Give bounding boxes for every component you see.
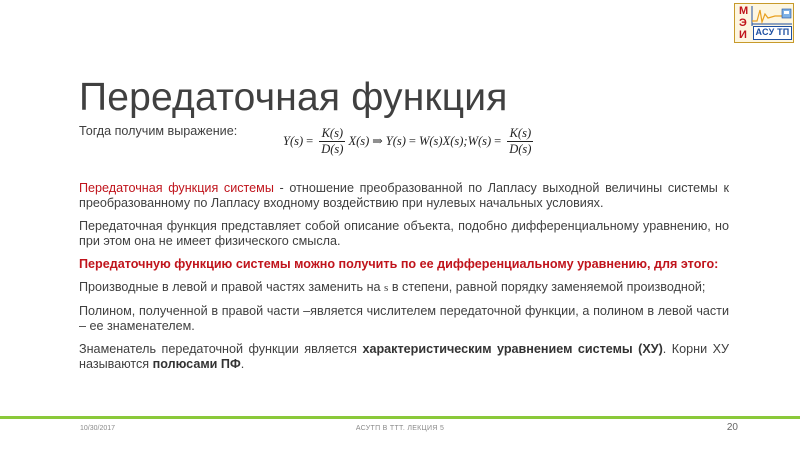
definition-text: - отношение преобразованной по Лапласу выходной величины системы к преобразованному по Лапласу входному воздействию при нулевых начальных условиях. xyxy=(79,181,729,210)
formula-y: Y(s) xyxy=(283,133,304,148)
footer-lecture-title: АСУТП В ТТТ. ЛЕКЦИЯ 5 xyxy=(355,425,445,432)
ce-poles-term: полюсами ПФ xyxy=(152,357,241,371)
definition-paragraph xyxy=(79,181,729,211)
formula-row xyxy=(79,124,729,164)
mei-asu-tp-logo xyxy=(734,3,794,43)
intro-text: Тогда получим выражение: xyxy=(79,124,238,138)
formula-numerator: K(s) xyxy=(321,125,344,140)
footer-date: 10/30/2017 xyxy=(80,425,116,432)
formula-implies-arrow: ⇒ xyxy=(372,133,383,148)
characteristic-equation-paragraph xyxy=(79,342,729,372)
formula-w: W(s) xyxy=(467,133,492,148)
logo-letter-m: М xyxy=(739,5,749,17)
formula-equals-2: = xyxy=(408,133,416,148)
formula-y2: Y(s) xyxy=(385,133,406,148)
formula-wx: W(s)X(s); xyxy=(418,133,468,148)
logo-letter-i: И xyxy=(739,29,747,41)
ce-bold-term: характеристическим уравнением системы (ХУ) xyxy=(362,342,663,356)
transfer-function-formula xyxy=(283,121,536,161)
ce-before: Знаменатель передаточной функции является xyxy=(79,342,363,356)
formula-equals: = xyxy=(306,133,314,148)
ce-end: . xyxy=(240,357,245,371)
logo-letter-e: Э xyxy=(739,17,747,29)
step1-after: в степени, равной порядку заменяемой производной; xyxy=(388,280,706,294)
formula-denominator: D(s) xyxy=(321,141,344,156)
ce-mid: . Корни ХУ называются xyxy=(79,342,729,371)
description-paragraph: Передаточная функция представляет собой описание объекта, подобно дифференциальному уравнению, но при этом она не имеет физического смысла. xyxy=(79,219,729,248)
step1-s-symbol: s xyxy=(384,282,389,294)
logo-asu-tp-tag: АСУ ТП xyxy=(753,26,792,40)
definition-term: Передаточная функция системы xyxy=(79,181,274,195)
formula-x: X(s) xyxy=(348,133,370,148)
step1-before: Производные в левой и правой частях заменить на xyxy=(79,280,385,294)
footer-accent-line xyxy=(0,416,800,419)
formula-equals-3: = xyxy=(494,133,502,148)
step-derivatives-paragraph xyxy=(79,280,729,296)
formula-numerator-2: K(s) xyxy=(509,125,532,140)
formula-fraction-2 xyxy=(507,126,533,157)
slide-title: Передаточная функция xyxy=(79,76,508,119)
slide-number: 20 xyxy=(726,422,738,433)
formula-denominator-2: D(s) xyxy=(509,141,532,156)
how-to-obtain-paragraph: Передаточную функцию системы можно получить по ее дифференциальному уравнению, для этого: xyxy=(79,257,719,271)
step-polynomial-paragraph: Полином, полученной в правой части –является числителем передаточной функции, а полином в левой части – ее знаменателем. xyxy=(79,304,729,333)
slide-body xyxy=(79,124,729,372)
formula-fraction xyxy=(319,126,345,157)
